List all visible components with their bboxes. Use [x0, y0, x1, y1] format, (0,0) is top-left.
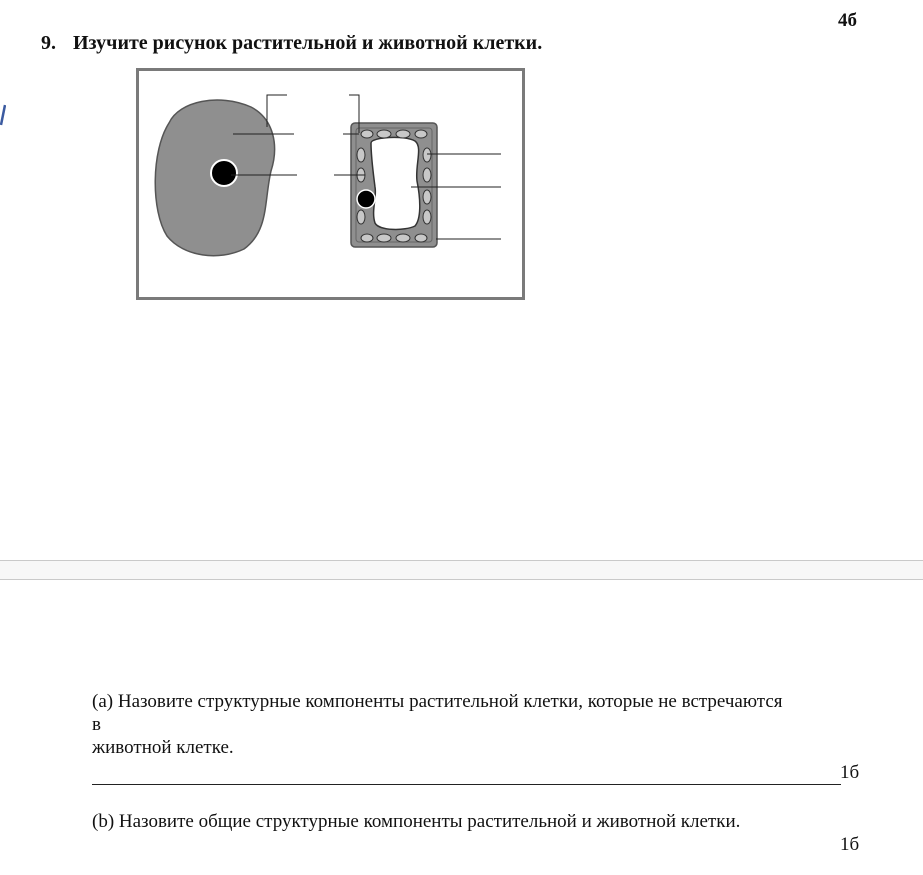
part-b-label: (b) — [92, 811, 115, 832]
page-divider — [0, 560, 923, 580]
part-b — [92, 811, 740, 833]
part-a-points: 1б — [840, 762, 860, 783]
question-heading — [41, 32, 542, 55]
cell-figure — [136, 68, 525, 300]
plant-nucleus — [357, 190, 375, 208]
plant-vacuole — [371, 137, 420, 229]
cell-diagram — [139, 71, 522, 297]
part-a-text: Назовите структурные компоненты растительной клетки, которые не встречаются — [117, 691, 783, 712]
animal-nucleus — [211, 160, 237, 186]
part-b-text: Назовите общие структурные компоненты растительной и животной клетки. — [118, 811, 741, 832]
part-a-line3: животной клетке. — [92, 737, 234, 758]
margin-mark-icon — [0, 104, 6, 126]
answer-line-a[interactable] — [92, 762, 841, 785]
part-a-label: (a) — [92, 691, 114, 712]
part-a-line1 — [92, 690, 882, 713]
part-a-line2: в — [92, 714, 101, 735]
question-number: 9. — [41, 32, 56, 54]
question-text: Изучите рисунок растительной и животной клетки. — [73, 32, 543, 54]
part-a — [92, 690, 882, 759]
total-points: 4б — [838, 10, 857, 31]
part-b-points: 1б — [840, 834, 860, 855]
